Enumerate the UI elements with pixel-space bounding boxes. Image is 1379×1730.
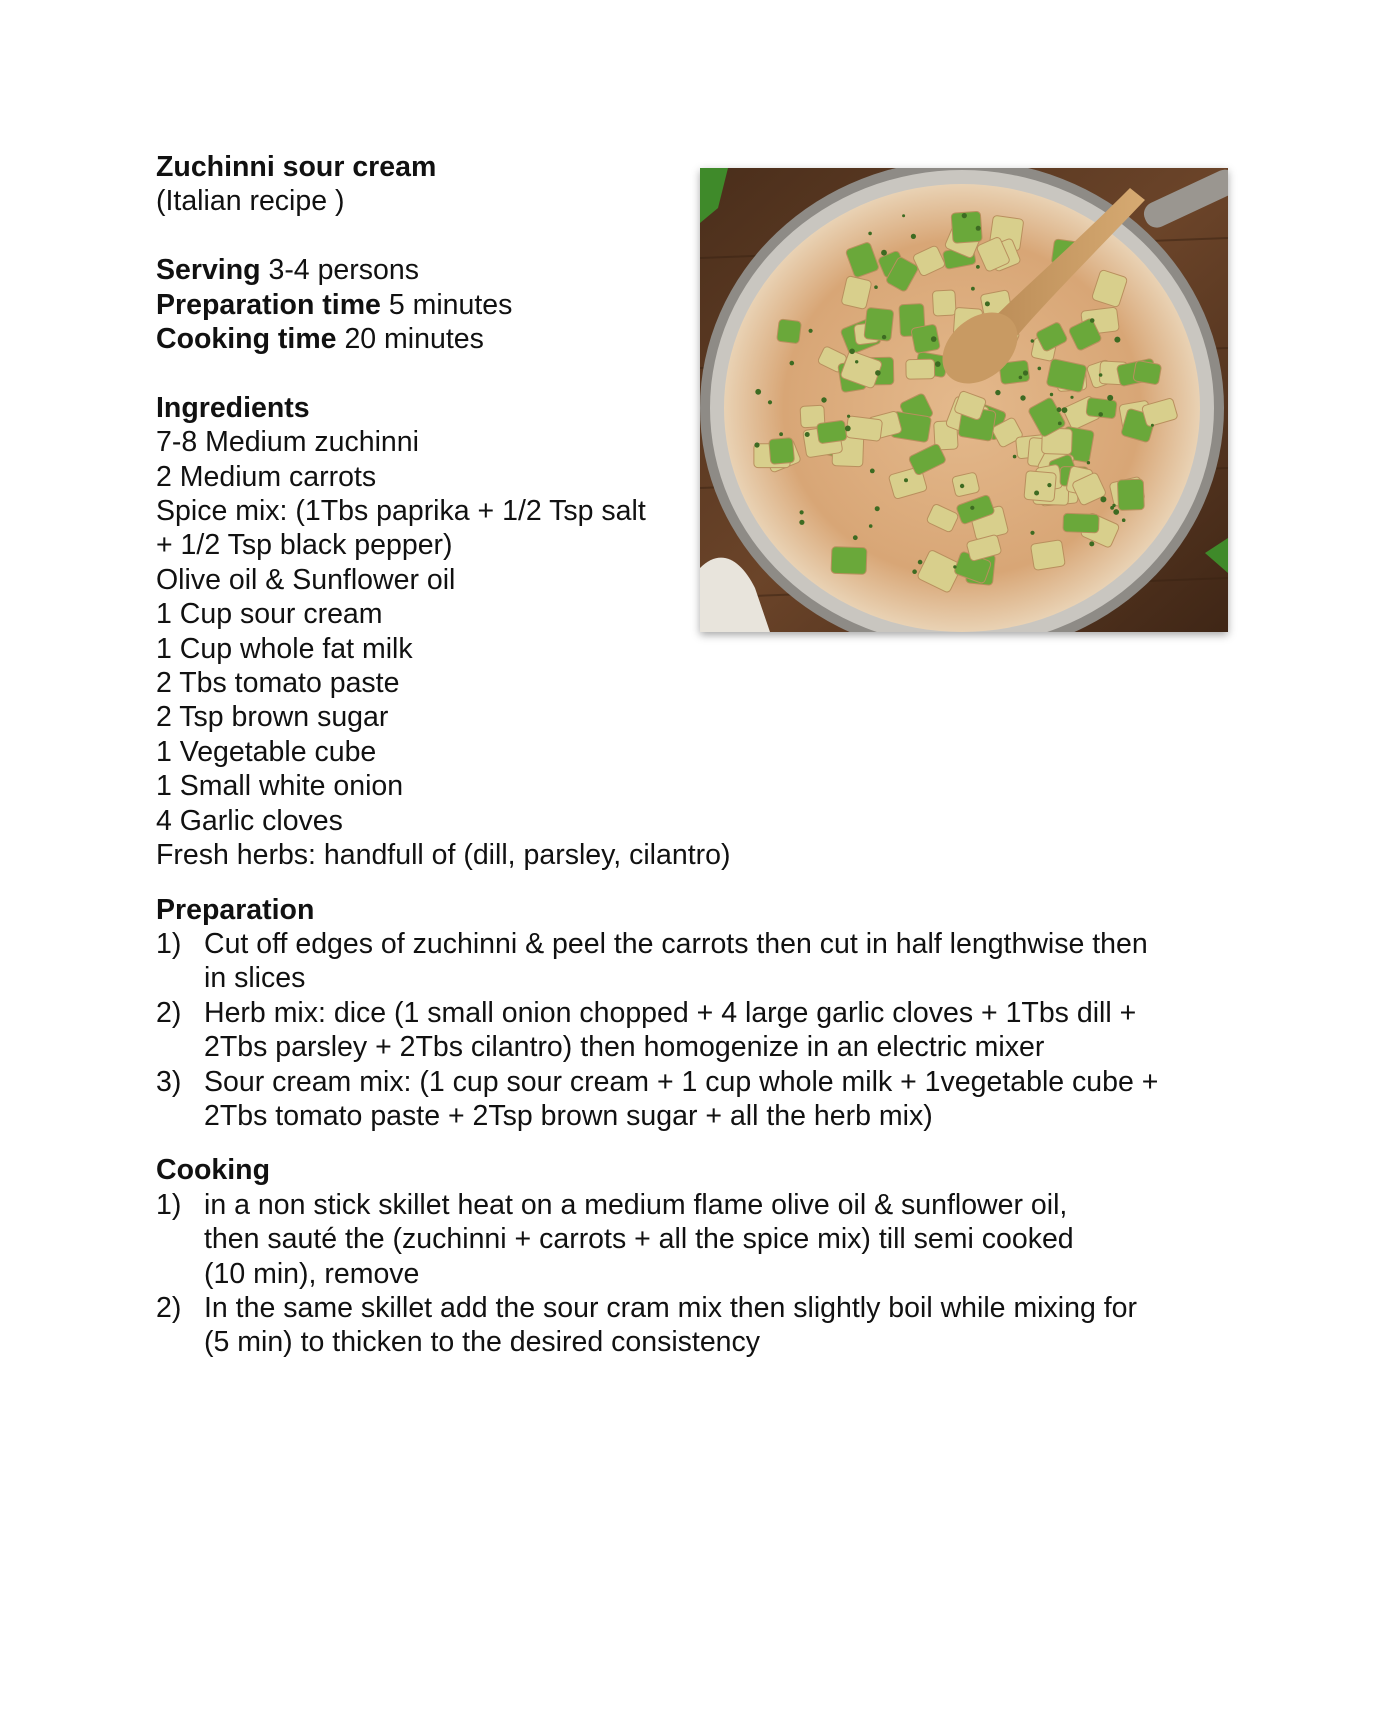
- ingredient-item: 1 Cup whole fat milk: [156, 632, 413, 665]
- herb-fleck: [849, 349, 855, 355]
- ingredients-heading: Ingredients: [156, 391, 310, 424]
- preparation-step: [156, 996, 1236, 1065]
- herb-fleck: [931, 336, 937, 342]
- herb-fleck: [755, 389, 761, 395]
- ingredient-item: Olive oil & Sunflower oil: [156, 563, 456, 596]
- step-number: 2): [156, 1291, 182, 1324]
- herb-fleck: [985, 301, 990, 306]
- herb-fleck: [1110, 506, 1114, 510]
- herb-fleck: [1098, 412, 1103, 417]
- zucchini-piece: [846, 416, 883, 442]
- zucchini-piece: [831, 547, 867, 575]
- herb-fleck: [1050, 393, 1053, 396]
- herb-fleck: [821, 397, 826, 402]
- herb-fleck: [855, 360, 858, 363]
- zucchini-piece: [816, 420, 847, 444]
- herb-fleck: [970, 506, 974, 510]
- zucchini-piece: [1133, 360, 1162, 385]
- zucchini-piece: [864, 307, 894, 341]
- herb-fleck: [869, 524, 873, 528]
- herb-fleck: [1122, 518, 1126, 522]
- herb-fleck: [918, 560, 923, 565]
- herb-fleck: [1030, 531, 1034, 535]
- cooking-step: [156, 1188, 1236, 1291]
- meta-value: 3-4 persons: [268, 254, 419, 287]
- herb-fleck: [995, 390, 1000, 395]
- herb-fleck: [809, 329, 813, 333]
- herb-fleck: [1047, 483, 1051, 487]
- step-text: in a non stick skillet heat on a medium flame olive oil & sunflower oil,: [204, 1188, 1068, 1221]
- herb-fleck: [1058, 422, 1062, 426]
- cooking-steps: [156, 1188, 1236, 1360]
- skillet-illustration: [700, 168, 1228, 632]
- zucchini-piece: [1117, 479, 1144, 510]
- herb-fleck: [847, 415, 850, 418]
- ingredient-item: 2 Tbs tomato paste: [156, 667, 400, 700]
- herb-fleck: [953, 565, 956, 568]
- recipe-title: Zuchinni sour cream: [156, 151, 437, 183]
- step-text: (10 min), remove: [204, 1257, 420, 1290]
- herb-fleck: [971, 287, 975, 291]
- step-number: 3): [156, 1065, 182, 1098]
- zucchini-piece: [1063, 513, 1099, 533]
- herb-fleck: [779, 432, 783, 436]
- recipe-subtitle: (Italian recipe ): [156, 185, 345, 218]
- herb-fleck: [1062, 407, 1068, 413]
- herb-fleck: [1099, 373, 1103, 377]
- zucchini-piece: [1030, 540, 1065, 571]
- meta-label: Serving: [156, 254, 261, 287]
- ingredient-item: 1 Vegetable cube: [156, 735, 377, 768]
- preparation-heading: Preparation: [156, 893, 315, 926]
- herb-fleck: [870, 469, 875, 474]
- herb-fleck: [904, 478, 908, 482]
- ingredient-item: 2 Medium carrots: [156, 460, 377, 493]
- herb-fleck: [1100, 496, 1106, 502]
- cooking-step: [156, 1291, 1236, 1360]
- meta-value: 5 minutes: [388, 288, 513, 321]
- herb-fleck: [962, 213, 967, 218]
- step-text: Sour cream mix: (1 cup sour cream + 1 cup whole milk + 1vegetable cube +: [204, 1065, 1159, 1098]
- herb-fleck: [1038, 367, 1042, 371]
- step-text: In the same skillet add the sour cram mix then slightly boil while mixing for: [204, 1291, 1137, 1324]
- herb-fleck: [1087, 461, 1090, 464]
- zucchini-piece: [777, 319, 802, 344]
- meta-value: 20 minutes: [344, 323, 484, 356]
- herb-fleck: [976, 265, 980, 269]
- herb-fleck: [875, 370, 881, 376]
- zucchini-piece: [932, 290, 956, 316]
- ingredient-item: + 1/2 Tsp black pepper): [156, 529, 453, 562]
- herb-fleck: [1089, 541, 1094, 546]
- step-text: then sauté the (zuchinni + carrots + all the spice mix) till semi cooked: [204, 1223, 1074, 1256]
- herb-fleck: [768, 400, 772, 404]
- herb-fleck: [1023, 370, 1028, 375]
- herb-fleck: [976, 226, 981, 231]
- step-text: Cut off edges of zuchinni & peel the carrots then cut in half lengthwise then: [204, 927, 1148, 960]
- herb-fleck: [1013, 455, 1017, 459]
- meta-label: Preparation time: [156, 288, 381, 321]
- preparation-step: [156, 1065, 1236, 1134]
- herb-fleck: [1151, 424, 1154, 427]
- step-text: 2Tbs parsley + 2Tbs cilantro) then homogenize in an electric mixer: [204, 1031, 1045, 1064]
- step-number: 2): [156, 996, 182, 1029]
- step-text: in slices: [204, 962, 306, 995]
- preparation-step: [156, 927, 1236, 996]
- ingredient-item: Spice mix: (1Tbs paprika + 1/2 Tsp salt: [156, 495, 646, 528]
- step-text: Herb mix: dice (1 small onion chopped + 4 large garlic cloves + 1Tbs dill +: [204, 996, 1137, 1029]
- ingredient-item: Fresh herbs: handfull of (dill, parsley, cilantro): [156, 839, 731, 872]
- herb-fleck: [805, 432, 810, 437]
- herb-fleck: [800, 510, 804, 514]
- ingredient-item: 1 Small white onion: [156, 770, 404, 803]
- herb-fleck: [1114, 337, 1120, 343]
- step-text: (5 min) to thicken to the desired consistency: [204, 1326, 761, 1359]
- herb-fleck: [799, 520, 804, 525]
- herb-fleck: [874, 285, 878, 289]
- herb-fleck: [868, 232, 872, 236]
- zucchini-piece: [1024, 471, 1056, 502]
- herb-fleck: [882, 335, 886, 339]
- herb-fleck: [1090, 318, 1095, 323]
- herb-fleck: [845, 426, 851, 432]
- meta-label: Cooking time: [156, 323, 337, 356]
- herb-fleck: [881, 250, 887, 256]
- step-number: 1): [156, 927, 182, 960]
- herb-fleck: [935, 361, 941, 367]
- herb-fleck: [1107, 395, 1113, 401]
- cooking-heading: Cooking: [156, 1154, 270, 1187]
- step-number: 1): [156, 1188, 182, 1221]
- herb-fleck: [1057, 407, 1062, 412]
- herb-fleck: [1070, 396, 1073, 399]
- herb-fleck: [912, 569, 917, 574]
- herb-fleck: [1031, 339, 1034, 342]
- preparation-steps: [156, 927, 1236, 1133]
- herb-fleck: [790, 361, 795, 366]
- herb-fleck: [960, 484, 964, 488]
- herb-fleck: [1113, 509, 1119, 515]
- ingredient-item: 7-8 Medium zuchinni: [156, 426, 419, 459]
- ingredient-item: 4 Garlic cloves: [156, 804, 343, 837]
- herb-fleck: [1034, 491, 1039, 496]
- ingredient-item: 1 Cup sour cream: [156, 598, 383, 631]
- zucchini-piece: [906, 359, 935, 379]
- herb-fleck: [875, 506, 880, 511]
- herb-fleck: [902, 214, 905, 217]
- step-text: 2Tbs tomato paste + 2Tsp brown sugar + all the herb mix): [204, 1099, 933, 1132]
- herb-fleck: [1019, 376, 1023, 380]
- ingredient-item: 2 Tsp brown sugar: [156, 701, 389, 734]
- herb-fleck: [1020, 395, 1025, 400]
- dish-photo: [700, 168, 1228, 632]
- herb-fleck: [911, 234, 916, 239]
- zucchini-piece: [769, 438, 795, 465]
- herb-fleck: [754, 442, 759, 447]
- herb-fleck: [853, 535, 858, 540]
